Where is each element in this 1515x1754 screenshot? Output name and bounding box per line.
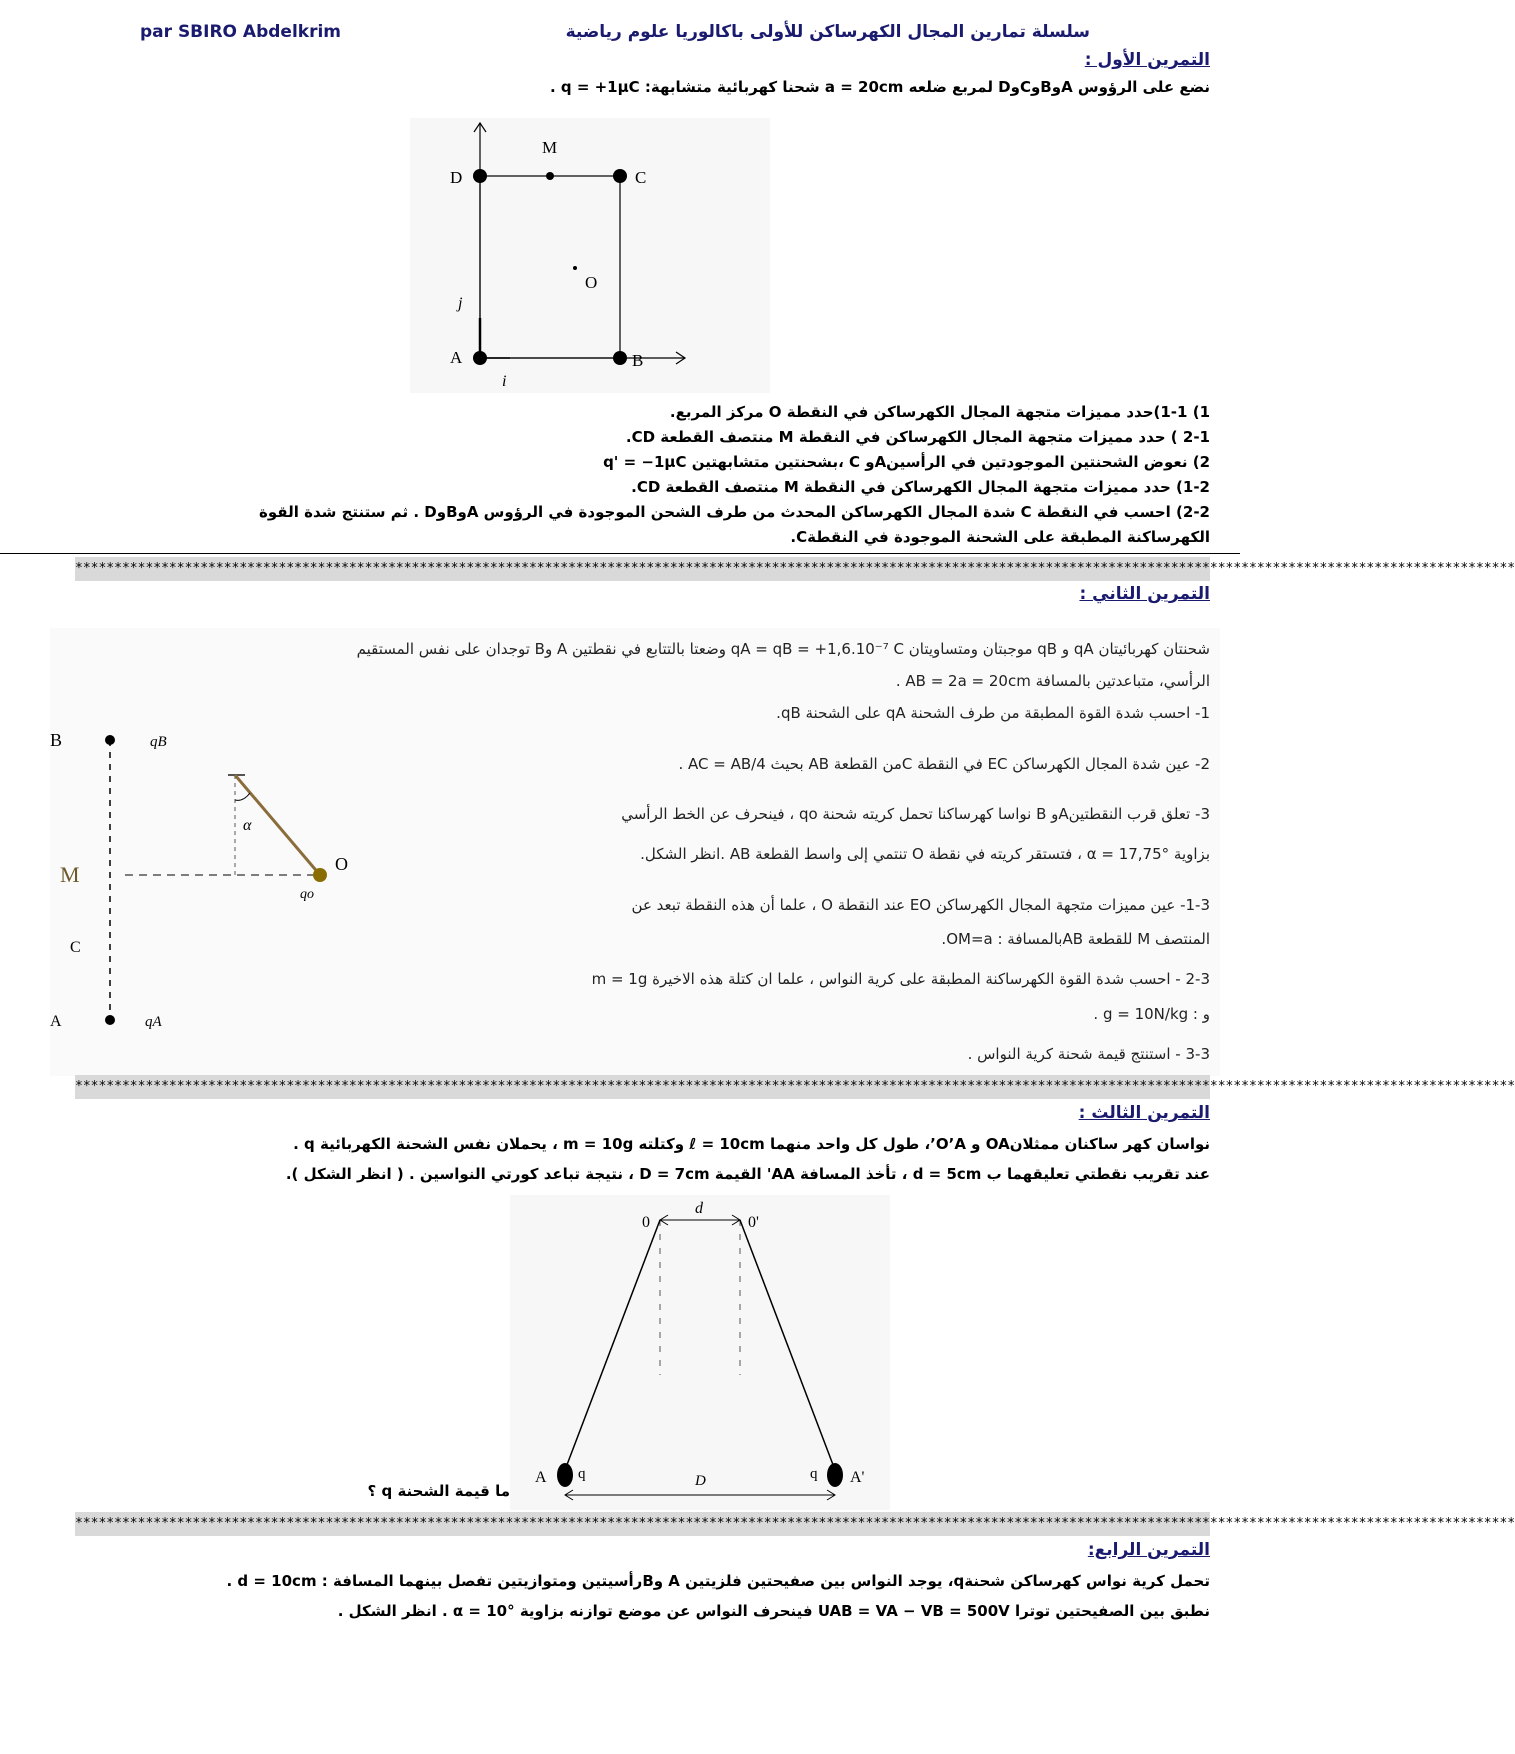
fig2-label-alpha: α (243, 817, 252, 834)
ex1-q5: 2-2) احسب في النقطة C شدة المجال الكهرساكن المحدث من طرف الشحن الموجودة في الرؤوس AوBوD . ثم ستنتج شدة القوة (259, 503, 1210, 521)
ex2-l10: و : g = 10N/kg . (1093, 1005, 1210, 1023)
fig2-label-C: C (70, 939, 81, 956)
fig3-label-q1: q (578, 1466, 586, 1482)
ex1-title: التمرين الأول : (1084, 50, 1210, 70)
ex2-l7: 1-3- عين مميزات متجهة المجال الكهرساكن EO عند النقطة O ، علما أن هذه النقطة تبعد عن (631, 896, 1210, 914)
fig1-label-O: O (585, 273, 598, 292)
ex2-l11: 3-3 - استنتج قيمة شحنة كرية النواس . (967, 1045, 1210, 1063)
fig3-label-d: d (695, 1200, 703, 1217)
series-title: سلسلة تمارين المجال الكهرساكن للأولى باكالوريا علوم رياضية (565, 22, 1090, 42)
fig2-label-qB: qB (150, 734, 167, 750)
fig3-label-q2: q (810, 1466, 818, 1482)
fig3-label-Ap: A' (850, 1469, 865, 1486)
ex2-l3: 1- احسب شدة القوة المطبقة من طرف الشحنة qA على الشحنة qB. (776, 704, 1210, 722)
ex1-q4: 1-2) حدد مميزات متجهة المجال الكهرساكن في النقطة M منتصف القطعة CD. (631, 478, 1210, 496)
ex3-title: التمرين الثالث : (1078, 1103, 1210, 1123)
fig1-label-C: C (635, 168, 647, 187)
fig2-label-qo: qo (300, 887, 314, 902)
ex1-q6: الكهرساكنة المطبقة على الشحنة الموجودة في النقطةC. (790, 528, 1210, 546)
fig2-label-A: A (50, 1013, 62, 1030)
fig2-label-B: B (50, 730, 63, 750)
ex4-l1: تحمل كرية نواس كهرساكن شحنةq، يوجد النواس بين صفيحتين فلزيتين A وBرأسيتين ومتوازيتين تفصل بينهما المسافة : d = 10cm . (226, 1572, 1210, 1590)
ex1-q2: 2-1 ) حدد مميزات متجهة المجال الكهرساكن في النقطة M منتصف القطعة CD. (625, 428, 1210, 446)
fig1-label-j: j (458, 295, 463, 312)
author: par SBIRO Abdelkrim (140, 22, 342, 42)
fig2-label-qA: qA (145, 1014, 162, 1030)
fig1-label-B: B (632, 351, 644, 370)
star-separator-2: **************************************************************************************************************************************************************************************** (75, 1075, 1210, 1099)
ex4-l2: نطبق بين الصفيحتين توترا UAB = VA − VB = 500V فينحرف النواس عن موضع توازنه بزاوية α = 10° . انظر الشكل . (337, 1602, 1210, 1620)
fig2-label-M: M (60, 862, 80, 887)
fig3-label-A: A (535, 1469, 547, 1486)
ex4-title: التمرين الرابع: (1087, 1540, 1210, 1560)
fig1-label-D: D (450, 168, 463, 187)
star-separator-3: **************************************************************************************************************************************************************************************** (75, 1512, 1210, 1536)
ex2-l4: 2- عين شدة المجال الكهرساكن EC في النقطة Cمن القطعة AB بحيث AC = AB/4 . (678, 755, 1210, 773)
fig2-label-O: O (335, 854, 348, 874)
ex1-q1: 1) 1-1)حدد مميزات متجهة المجال الكهرساكن في النقطة O مركز المربع. (669, 403, 1210, 421)
ex3-question: ما قيمة الشحنة q ؟ (367, 1482, 510, 1500)
ex2-pendulum-figure (50, 710, 380, 1050)
ex1-square-figure (410, 118, 770, 393)
fig3-label-D: D (695, 1473, 706, 1489)
ex1-q3: 2) نعوض الشحنتين الموجودتين في الرأسينAو C ،بشحنتين متشابهتين q' = −1μC (603, 453, 1210, 471)
ex2-l1: شحنتان كهربائيتان qA و qB موجبتان ومتساويتان qA = qB = +1,6.10⁻⁷ C وضعتا بالتتابع في نقطتين A وB توجدان على نفس المستقيم (356, 640, 1210, 658)
ex3-l1: نواسان كهر ساكنان ممثلانOA و O’A’، طول كل واحد منهما ℓ = 10cm وكتلته m = 10g ، يحملان نفس الشحنة الكهربائية q . (293, 1135, 1210, 1153)
ex1-intro: نضع على الرؤوس AوBوCوD لمربع ضلعه a = 20cm شحنا كهربائية متشابهة: q = +1μC . (549, 78, 1210, 96)
fig1-label-M: M (542, 138, 558, 157)
ex2-l2: الرأسي، متباعدتين بالمسافة AB = 2a = 20cm . (895, 672, 1210, 690)
separator-line (0, 553, 1240, 554)
fig1-label-i: i (502, 373, 507, 390)
star-separator-1: **************************************************************************************************************************************************************************************** (75, 557, 1210, 581)
ex2-l8: المنتصف M للقطعة ABبالمسافة : OM=a. (941, 930, 1210, 948)
fig1-label-A: A (450, 348, 463, 367)
ex3-pendulums-figure (510, 1195, 890, 1510)
ex2-l6: بزاوية α = 17,75° ، فتستقر كريته في نقطة O تنتمي إلى واسط القطعة AB .انظر الشكل. (640, 845, 1210, 863)
ex3-l2: عند تقريب نقطتي تعليقهما ب d = 5cm ، تأخذ المسافة AA' القيمة D = 7cm ، نتيجة تباعد كورتي النواسين . ( انظر الشكل ). (285, 1165, 1210, 1183)
ex2-l5: 3- تعلق قرب النقطتينAو B نواسا كهرساكنا تحمل كريته شحنة qo ، فينحرف عن الخط الرأسي (621, 805, 1210, 823)
ex2-l9: 2-3 - احسب شدة القوة الكهرساكنة المطبقة على كرية النواس ، علما ان كتلة هذه الاخيرة m = 1g (591, 970, 1210, 988)
fig3-label-O: 0 (642, 1214, 650, 1231)
fig3-label-Op: 0' (748, 1214, 759, 1231)
ex2-title: التمرين الثاني : (1079, 584, 1210, 604)
